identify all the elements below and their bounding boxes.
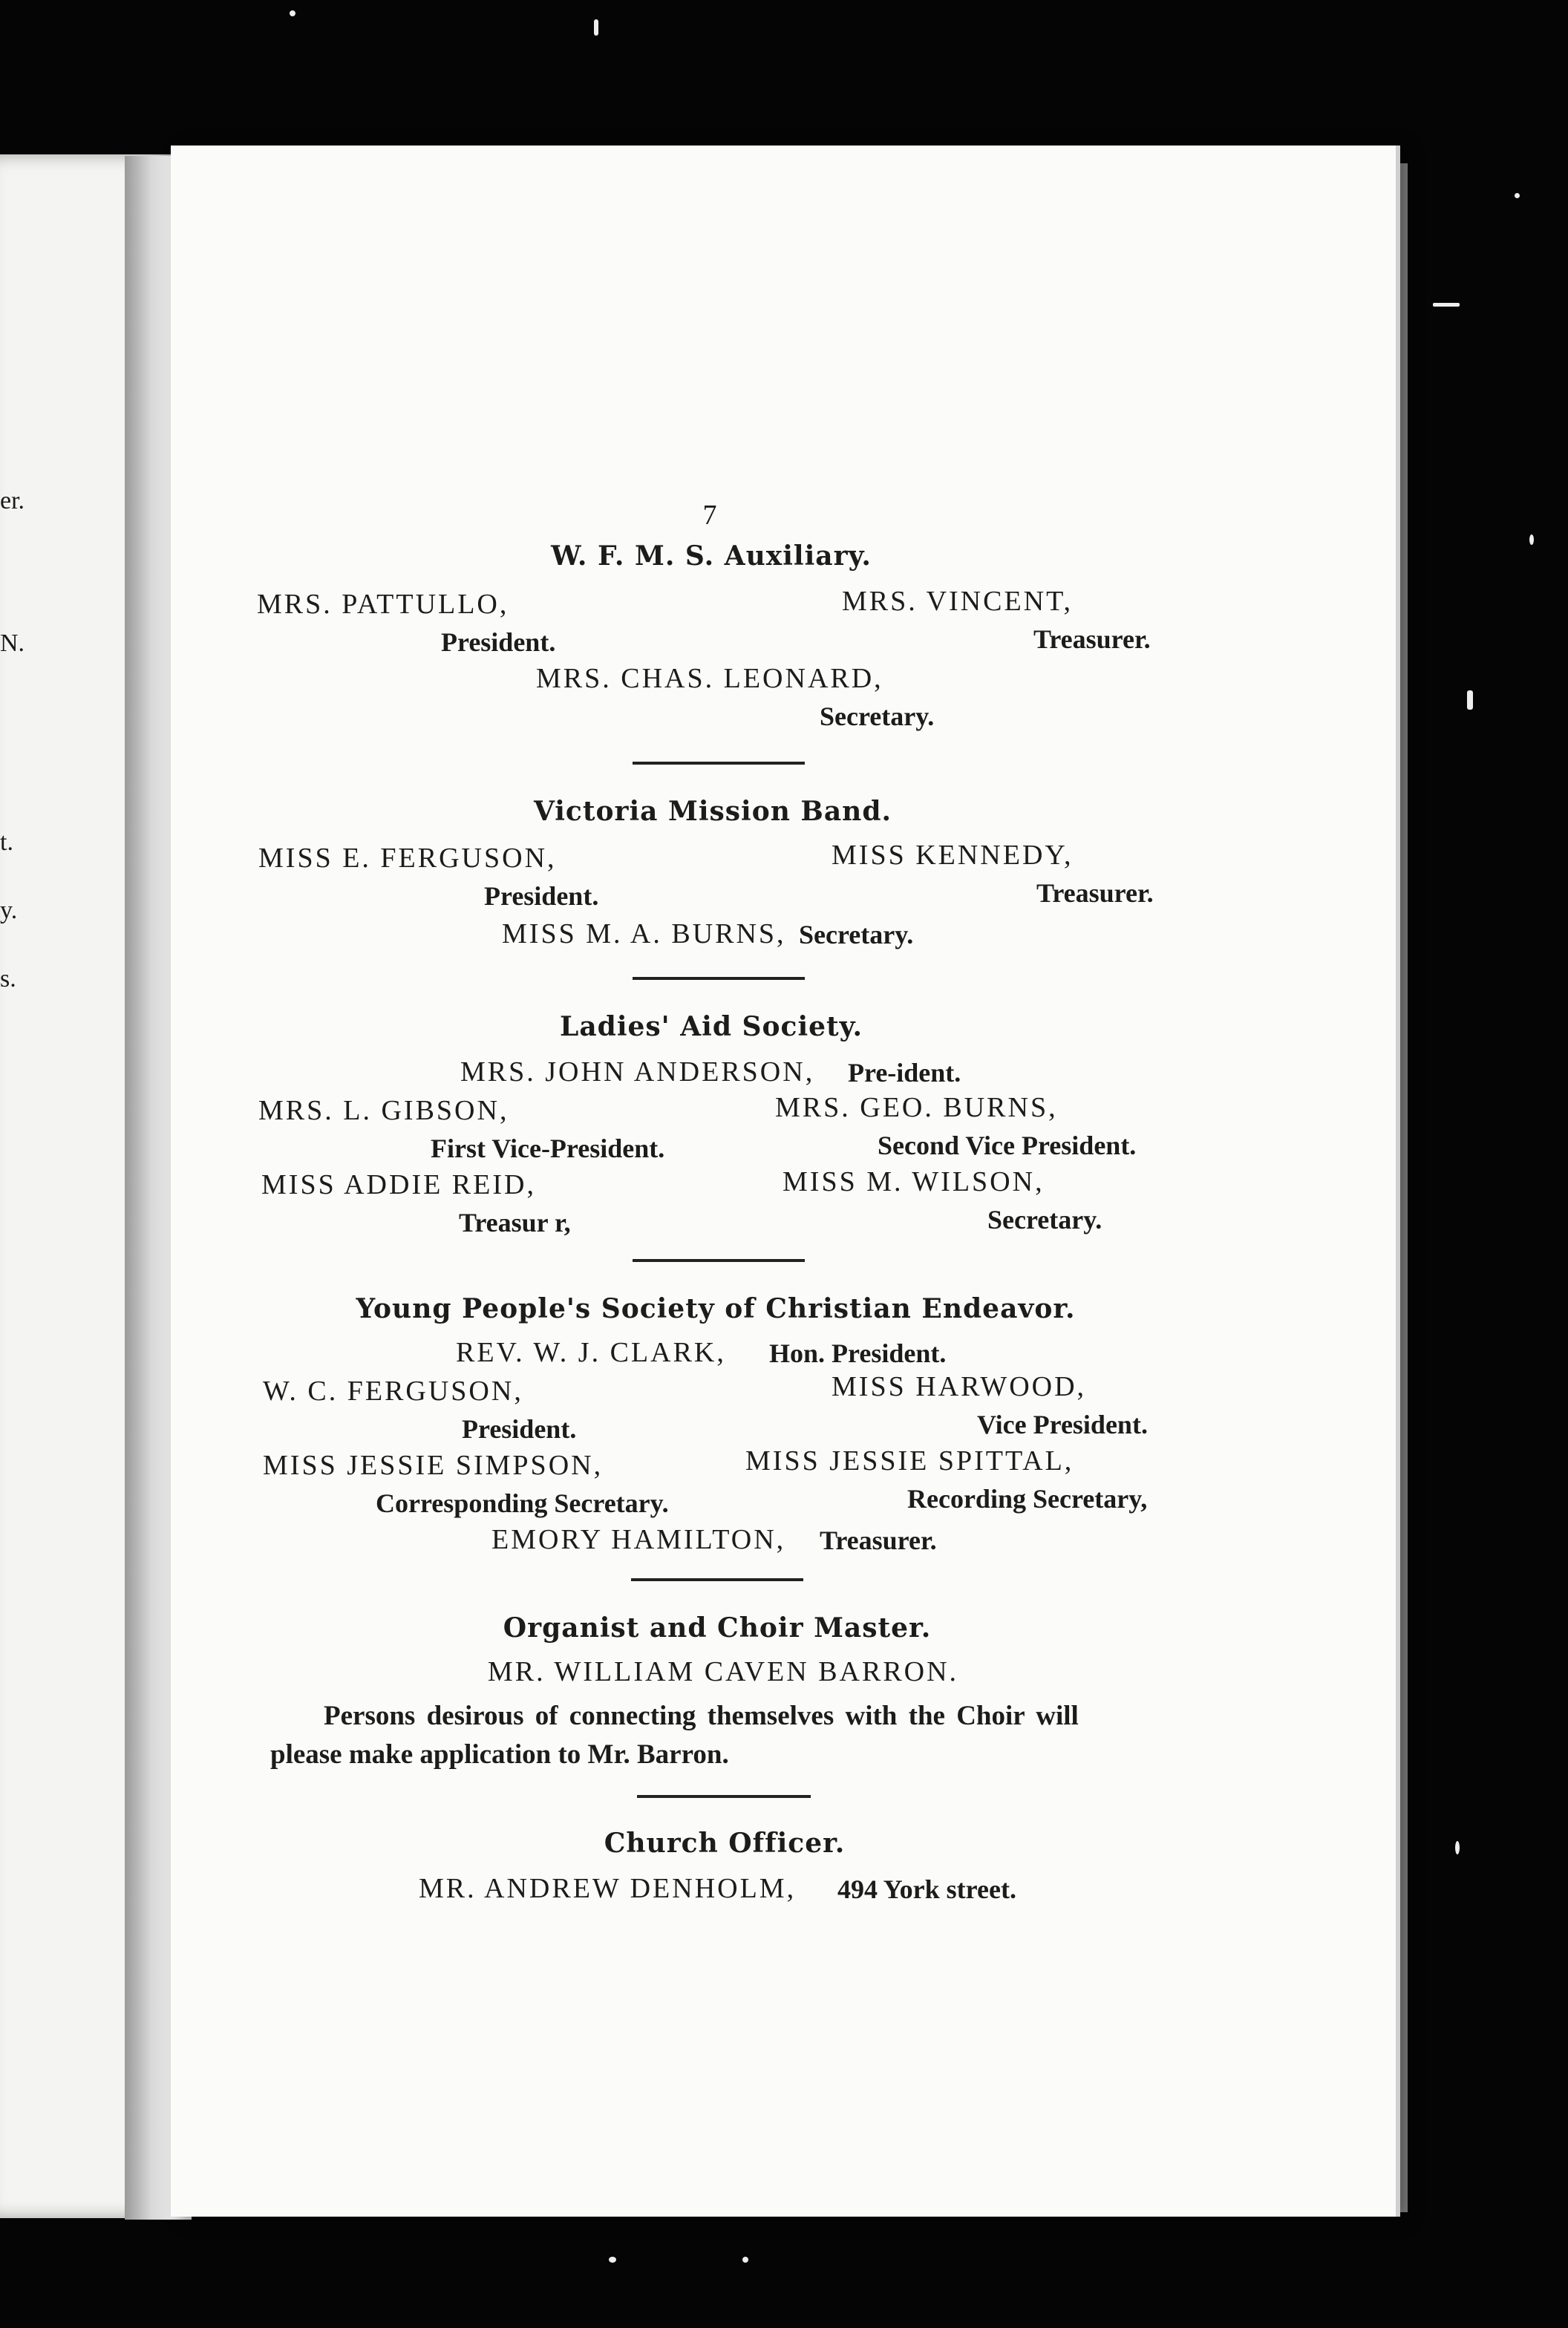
section-heading-ladies-aid: Ladies' Aid Society. [560, 1011, 863, 1042]
section-divider [637, 1795, 811, 1798]
member-role: President. [484, 881, 599, 911]
section-heading-organist: Organist and Choir Master. [503, 1612, 932, 1644]
member-name: REV. W. J. CLARK, [456, 1337, 726, 1368]
member-role: Vice President. [977, 1410, 1148, 1439]
member-role: Treasur r, [459, 1208, 571, 1237]
dust-speck [1467, 690, 1473, 710]
member-role: First Vice-President. [431, 1134, 665, 1163]
member-name: MISS JESSIE SPITTAL, [745, 1445, 1074, 1477]
dust-speck [1529, 534, 1534, 545]
member-name: MRS. GEO. BURNS, [775, 1092, 1058, 1123]
dust-speck [290, 10, 295, 16]
member-name: MRS. VINCENT, [842, 586, 1074, 617]
member-role: Treasurer. [1033, 624, 1151, 654]
dust-speck [609, 2257, 616, 2263]
member-name: MISS M. WILSON, [783, 1166, 1045, 1197]
member-role: Secretary. [820, 702, 935, 731]
left-page-fragment: y. [0, 897, 18, 924]
officer-name: MR. ANDREW DENHOLM, [419, 1873, 797, 1904]
choir-note-line: Persons desirous of connecting themselves with the Choir will [324, 1701, 1079, 1731]
member-name: MRS. PATTULLO, [257, 589, 509, 620]
section-heading-officer: Church Officer. [604, 1828, 846, 1859]
member-name: MISS M. A. BURNS, [502, 918, 786, 949]
member-role: Second Vice President. [878, 1131, 1137, 1160]
section-heading-wfms: W. F. M. S. Auxiliary. [551, 540, 872, 572]
officer-address: 494 York street. [837, 1874, 1016, 1904]
member-name: MISS HARWOOD, [832, 1371, 1087, 1402]
member-name: MRS. L. GIBSON, [258, 1095, 509, 1126]
member-name: MISS E. FERGUSON, [258, 843, 557, 874]
member-name: MRS. JOHN ANDERSON, [460, 1056, 815, 1088]
member-role: Corresponding Secretary. [376, 1488, 669, 1518]
left-page-fragment: t. [0, 828, 13, 856]
left-page-fragment: N. [0, 630, 25, 657]
left-page-fragment: s. [0, 965, 16, 993]
member-role: Secretary. [799, 920, 914, 949]
member-role: Pre-ident. [848, 1058, 961, 1088]
member-role: Recording Secretary, [907, 1484, 1148, 1514]
choir-note-line: please make application to Mr. Barron. [270, 1739, 729, 1770]
section-divider [633, 762, 805, 765]
member-name: MISS ADDIE REID, [261, 1169, 536, 1200]
dust-speck [594, 19, 598, 36]
section-heading-endeavor: Young People's Society of Christian Endeavor. [356, 1293, 1076, 1324]
right-page [171, 146, 1396, 2217]
member-role: Secretary. [987, 1205, 1102, 1235]
dust-speck [1515, 193, 1520, 198]
member-role: Treasurer. [1036, 878, 1154, 908]
organist-name: MR. WILLIAM CAVEN BARRON. [487, 1656, 959, 1687]
left-page-fragment: er. [0, 487, 25, 514]
member-name: EMORY HAMILTON, [491, 1524, 786, 1555]
member-role: Treasurer. [820, 1526, 937, 1555]
member-name: MISS JESSIE SIMPSON, [263, 1450, 604, 1481]
section-divider [631, 1578, 803, 1581]
dust-speck [1455, 1841, 1460, 1854]
dust-speck [1433, 303, 1460, 307]
section-heading-mission-band: Victoria Mission Band. [533, 796, 892, 827]
member-name: MRS. CHAS. LEONARD, [536, 663, 883, 694]
dust-speck [742, 2257, 748, 2263]
member-role: President. [441, 627, 556, 657]
member-name: W. C. FERGUSON, [263, 1376, 523, 1407]
page-number: 7 [702, 500, 717, 531]
member-name: MISS KENNEDY, [832, 840, 1074, 871]
section-divider [633, 977, 805, 980]
section-divider [633, 1259, 805, 1262]
member-role: President. [462, 1414, 577, 1444]
member-role: Hon. President. [769, 1338, 947, 1368]
